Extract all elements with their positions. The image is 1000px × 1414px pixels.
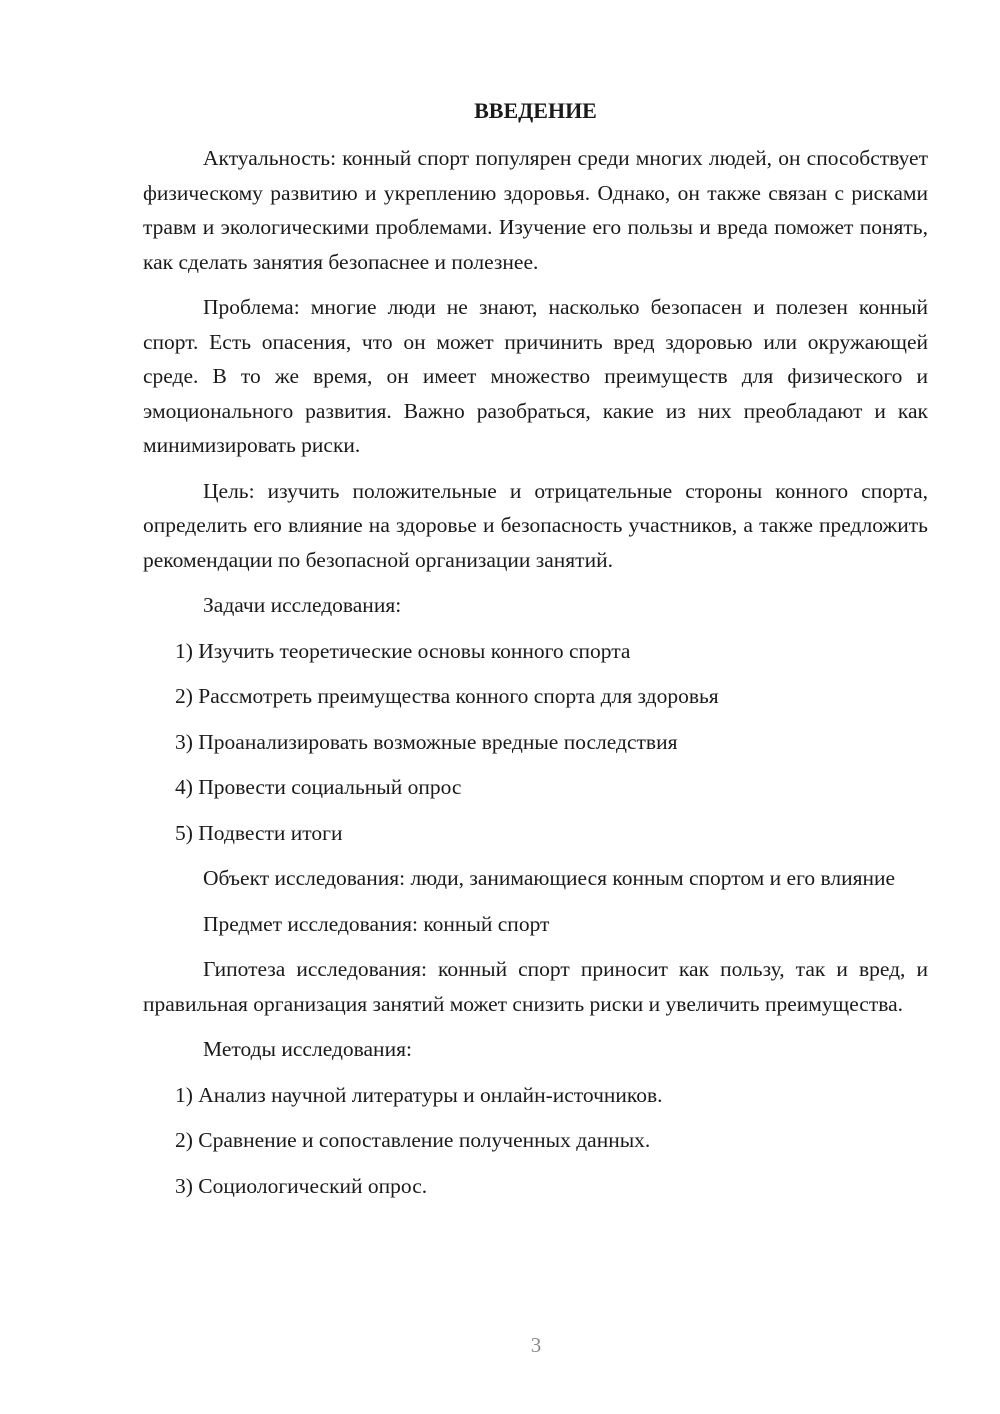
page-title: ВВЕДЕНИЕ: [474, 98, 597, 123]
subject-line: Предмет исследования: конный спорт: [203, 911, 550, 936]
task-item: 5) Подвести итоги: [175, 820, 343, 845]
task-item: 1) Изучить теоретические основы конного спорта: [175, 638, 631, 663]
hypothesis-paragraph: Гипотеза исследования: конный спорт приносит как пользу, так и вред, и правильная организация занятий может снизить риски и увеличить преимущества.: [143, 957, 928, 1016]
method-item: 2) Сравнение и сопоставление полученных данных.: [175, 1128, 651, 1152]
task-item: 2) Рассмотреть преимущества конного спорта для здоровья: [175, 684, 719, 708]
task-item: 3) Проанализировать возможные вредные последствия: [175, 729, 678, 754]
methods-heading: Методы исследования:: [203, 1037, 412, 1061]
object-paragraph: Объект исследования: люди, занимающиеся конным спортом и его влияние: [203, 866, 896, 890]
goal-paragraph: Цель: изучить положительные и отрицательные стороны конного спорта, определить его влияние на здоровье и безопасность участников, а также предложить рекомендации по безопасной организации занятий.: [143, 478, 928, 572]
task-item: 4) Провести социальный опрос: [175, 775, 462, 799]
method-item: 3) Социологический опрос.: [175, 1173, 428, 1198]
relevance-paragraph: Актуальность: конный спорт популярен среди многих людей, он способствует физическому развитию и укреплению здоровья. Однако, он также связан с рисками травм и экологическими проблемами. Изучение его пользы и вреда поможет понять, как сделать занятия безопаснее и полезнее.: [143, 146, 928, 274]
page-number: 3: [530, 1333, 542, 1357]
method-item: 1) Анализ научной литературы и онлайн-источников.: [175, 1082, 663, 1107]
page-content: [143, 94, 928, 1214]
problem-paragraph: Проблема: многие люди не знают, насколько безопасен и полезен конный спорт. Есть опасения, что он может причинить вред здоровью или окружающей среде. В то же время, он имеет множество преимуществ для физического и эмоционального развития. Важно разобраться, какие из них преобладают и как минимизировать риски.: [143, 295, 928, 457]
tasks-heading: Задачи исследования:: [203, 593, 402, 617]
